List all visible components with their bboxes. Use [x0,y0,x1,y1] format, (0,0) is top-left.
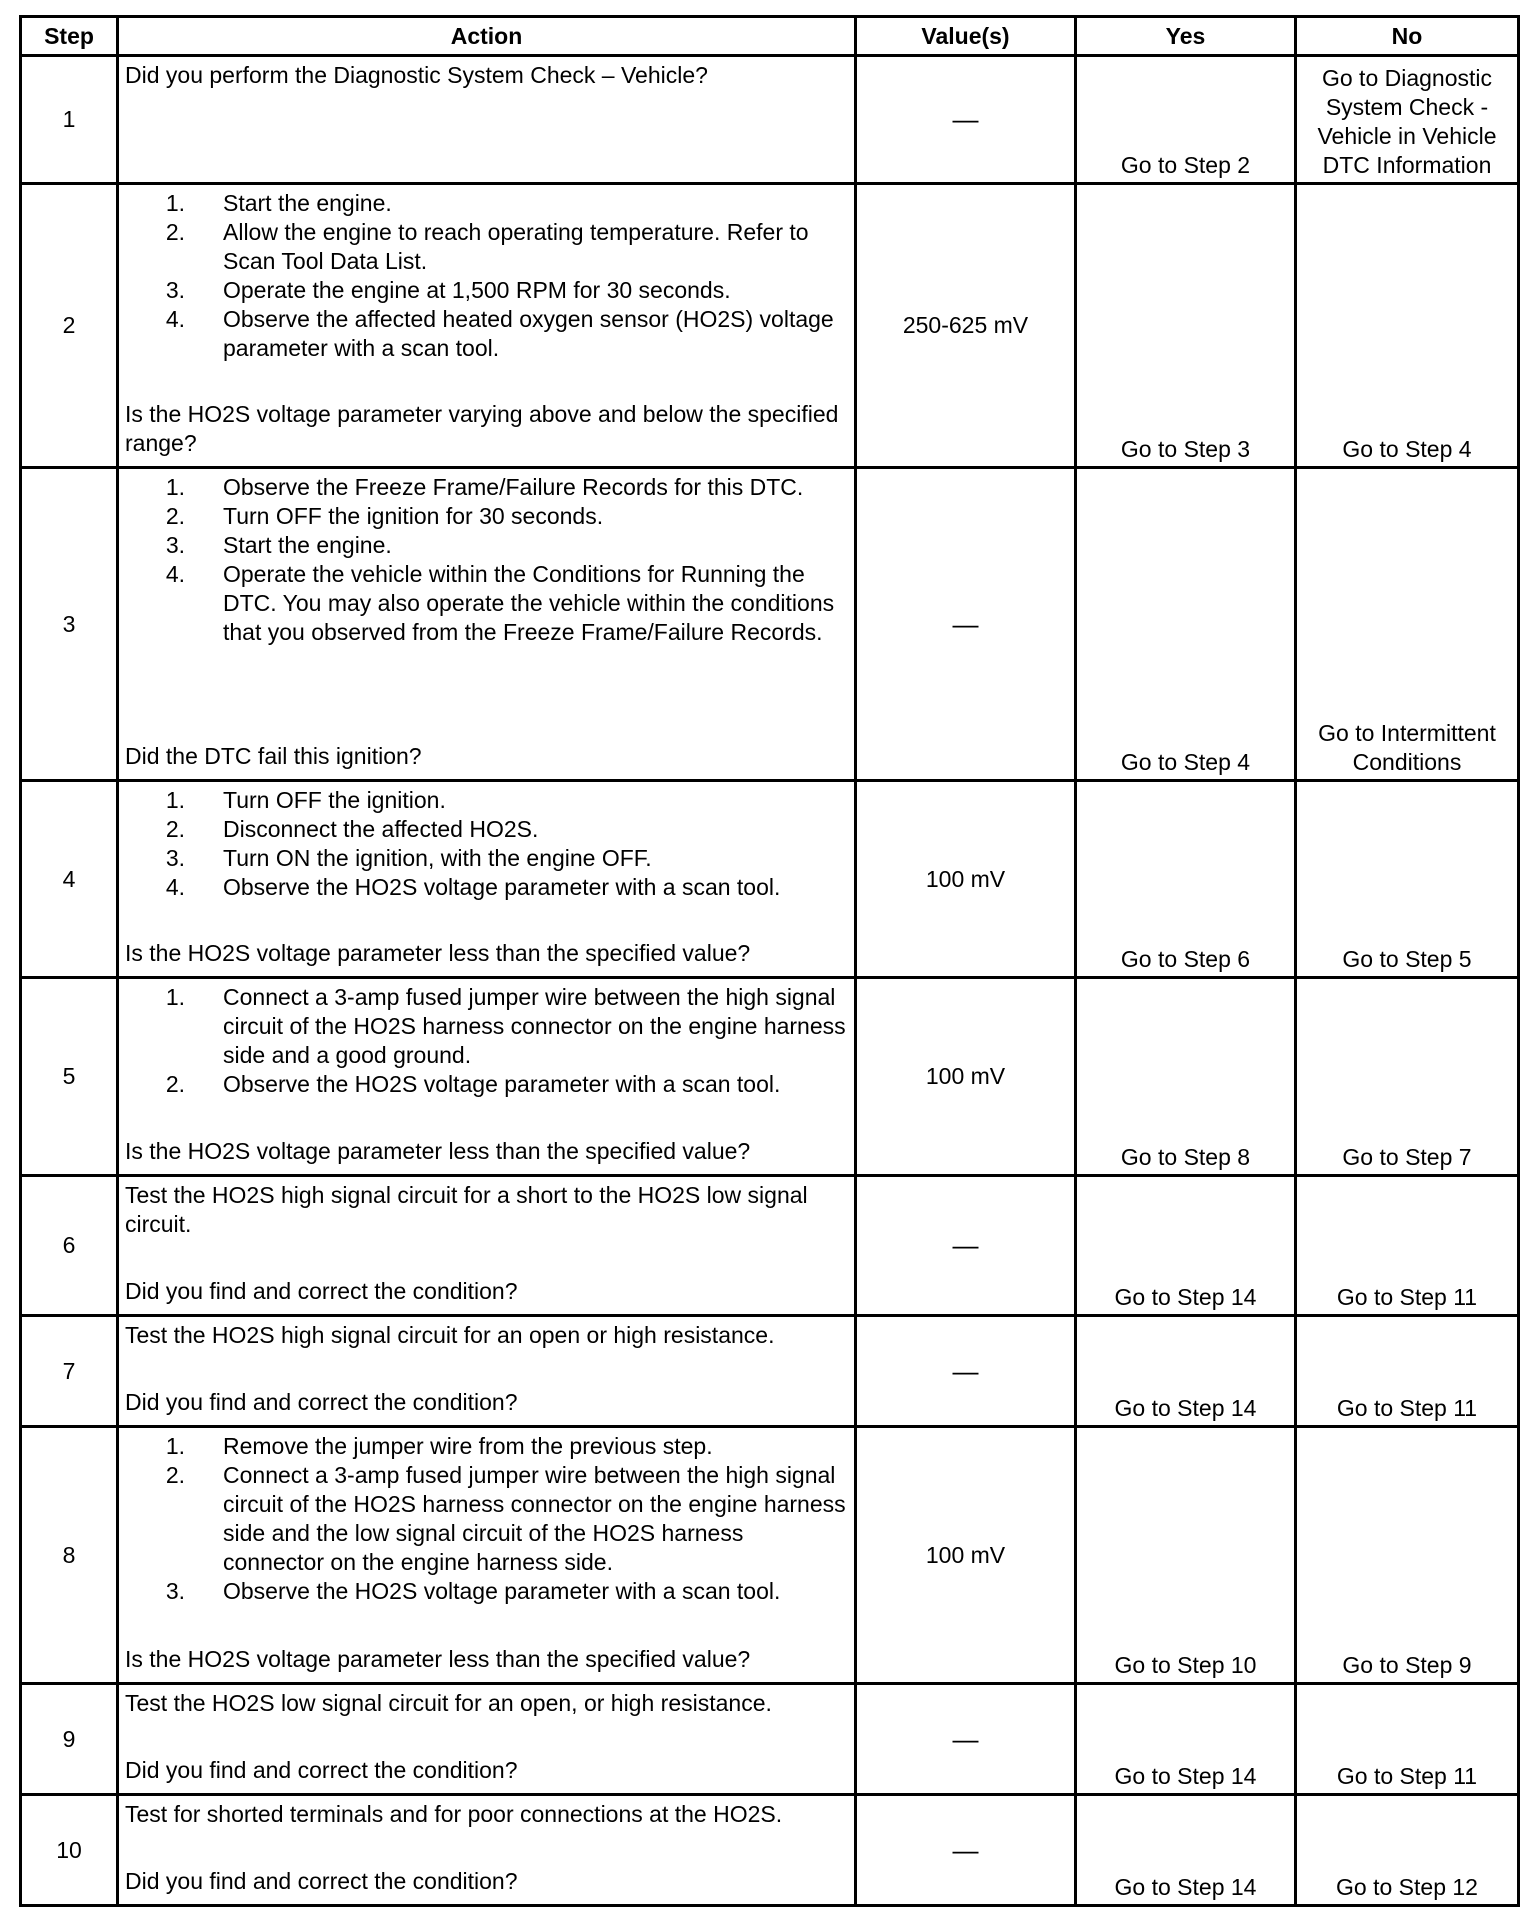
step-number: 9 [21,1684,118,1795]
step-number: 8 [21,1427,118,1684]
step-number: 4 [21,781,118,978]
value-cell: — [856,1795,1076,1906]
no-cell: Go to Step 9 [1296,1427,1519,1684]
list-item [125,560,850,647]
value-cell: 100 mV [856,978,1076,1176]
table-row [21,1316,1519,1427]
yes-cell: Go to Step 2 [1076,56,1296,184]
step-number: 2 [21,184,118,468]
list-item-text: Observe the Freeze Frame/Failure Records for this DTC. [223,474,804,500]
action-question: Is the HO2S voltage parameter less than the specified value? [125,1138,751,1164]
action-question: Is the HO2S voltage parameter less than the specified value? [125,940,751,966]
action-cell [118,184,856,468]
list-item-number: 3. [165,1578,185,1604]
list-item-text: Turn ON the ignition, with the engine OFF. [223,845,652,871]
action-content [125,189,850,458]
yes-cell: Go to Step 14 [1076,1316,1296,1427]
no-cell: Go to Step 4 [1296,184,1519,468]
list-item-number: 4. [165,306,185,332]
yes-cell: Go to Step 10 [1076,1427,1296,1684]
list-item-text: Observe the HO2S voltage parameter with a scan tool. [223,874,781,900]
yes-cell: Go to Step 3 [1076,184,1296,468]
action-content [125,1432,850,1674]
table-row [21,978,1519,1176]
step-number: 5 [21,978,118,1176]
action-cell [118,978,856,1176]
value-cell: — [856,1684,1076,1795]
action-intro: Test for shorted terminals and for poor connections at the HO2S. [125,1801,783,1827]
no-cell: Go to Step 11 [1296,1684,1519,1795]
value-cell: 100 mV [856,781,1076,978]
action-top [125,1321,850,1350]
list-item-number: 1. [165,787,185,813]
list-item-number: 3. [165,532,185,558]
list-item-text: Allow the engine to reach operating temperature. Refer to Scan Tool Data List. [223,219,809,274]
step-number: 7 [21,1316,118,1427]
action-cell [118,1176,856,1316]
list-item-number: 2. [165,816,185,842]
action-content [125,1321,850,1417]
list-item [125,531,850,560]
table-row [21,56,1519,184]
value-cell: — [856,1316,1076,1427]
list-item [125,473,850,502]
action-question: Did the DTC fail this ignition? [125,743,422,769]
list-item-number: 1. [165,1433,185,1459]
action-question: Is the HO2S voltage parameter less than the specified value? [125,1646,751,1672]
action-top [125,473,850,647]
action-intro: Test the HO2S low signal circuit for an open, or high resistance. [125,1690,772,1716]
action-steps [125,189,850,363]
list-item-number: 1. [165,984,185,1010]
list-item [125,844,850,873]
list-item [125,1461,850,1577]
header-yes: Yes [1076,17,1296,56]
list-item-text: Turn OFF the ignition for 30 seconds. [223,503,604,529]
no-cell: Go to Step 5 [1296,781,1519,978]
list-item [125,305,850,363]
action-cell [118,1684,856,1795]
action-content [125,1689,850,1785]
yes-cell: Go to Step 4 [1076,468,1296,781]
header-step: Step [21,17,118,56]
table-row [21,781,1519,978]
step-number: 1 [21,56,118,184]
action-cell [118,1795,856,1906]
action-top [125,983,850,1099]
list-item [125,873,850,902]
list-item-text: Disconnect the affected HO2S. [223,816,539,842]
list-item-text: Remove the jumper wire from the previous step. [223,1433,713,1459]
action-cell [118,781,856,978]
list-item-text: Connect a 3-amp fused jumper wire between the high signal circuit of the HO2S harness connector on the engine harness side and a good ground. [223,984,846,1068]
list-item [125,1070,850,1099]
list-item-number: 3. [165,277,185,303]
action-intro: Test the HO2S high signal circuit for a short to the HO2S low signal circuit. [125,1182,808,1237]
yes-cell: Go to Step 8 [1076,978,1296,1176]
action-steps [125,786,850,902]
yes-cell: Go to Step 6 [1076,781,1296,978]
list-item [125,786,850,815]
action-top [125,1181,850,1239]
header-row [21,17,1519,56]
list-item [125,1432,850,1461]
list-item [125,502,850,531]
action-cell [118,468,856,781]
no-cell: Go to Step 7 [1296,978,1519,1176]
yes-cell: Go to Step 14 [1076,1684,1296,1795]
header-no: No [1296,17,1519,56]
action-question: Did you find and correct the condition? [125,1389,518,1415]
list-item [125,276,850,305]
list-item-text: Operate the vehicle within the Conditions for Running the DTC. You may also operate the vehicle within the conditions that you observed from the Freeze Frame/Failure Records. [223,561,835,645]
yes-cell: Go to Step 14 [1076,1795,1296,1906]
table-row [21,1684,1519,1795]
action-cell [118,1427,856,1684]
action-question: Is the HO2S voltage parameter varying above and below the specified range? [125,401,839,456]
action-top [125,61,850,90]
list-item [125,218,850,276]
list-item-text: Start the engine. [223,190,392,216]
table-row [21,468,1519,781]
action-content [125,1181,850,1306]
table-body [21,56,1519,1906]
step-number: 6 [21,1176,118,1316]
list-item-text: Connect a 3-amp fused jumper wire between the high signal circuit of the HO2S harness connector on the engine harness side and the low signal circuit of the HO2S harness connector on the engine harness side. [223,1462,846,1575]
action-steps [125,983,850,1099]
action-top [125,1689,850,1718]
action-content [125,786,850,968]
list-item-number: 4. [165,874,185,900]
action-question: Did you find and correct the condition? [125,1278,518,1304]
action-question: Did you find and correct the condition? [125,1757,518,1783]
list-item [125,983,850,1070]
list-item-text: Start the engine. [223,532,392,558]
no-cell: Go to Diagnostic System Check - Vehicle in Vehicle DTC Information [1296,56,1519,184]
list-item-text: Observe the HO2S voltage parameter with a scan tool. [223,1071,781,1097]
list-item-number: 2. [165,1462,185,1488]
action-top [125,1432,850,1606]
no-cell: Go to Step 11 [1296,1316,1519,1427]
value-cell: 100 mV [856,1427,1076,1684]
header-action: Action [118,17,856,56]
list-item [125,815,850,844]
action-intro: Test the HO2S high signal circuit for an open or high resistance. [125,1322,775,1348]
value-cell: 250-625 mV [856,184,1076,468]
list-item-text: Operate the engine at 1,500 RPM for 30 seconds. [223,277,731,303]
table-row [21,1176,1519,1316]
action-top [125,786,850,902]
action-intro: Did you perform the Diagnostic System Check – Vehicle? [125,62,708,88]
value-cell: — [856,468,1076,781]
list-item-number: 1. [165,474,185,500]
action-content [125,983,850,1166]
list-item-text: Observe the affected heated oxygen sensor (HO2S) voltage parameter with a scan tool. [223,306,834,361]
list-item-number: 4. [165,561,185,587]
action-content [125,1800,850,1896]
list-item [125,1577,850,1606]
no-cell: Go to Step 12 [1296,1795,1519,1906]
header-values: Value(s) [856,17,1076,56]
no-cell: Go to Step 11 [1296,1176,1519,1316]
action-cell [118,1316,856,1427]
action-steps [125,473,850,647]
list-item [125,189,850,218]
table-row [21,1427,1519,1684]
action-content [125,61,850,174]
list-item-text: Observe the HO2S voltage parameter with a scan tool. [223,1578,781,1604]
action-steps [125,1432,850,1606]
step-number: 10 [21,1795,118,1906]
action-top [125,1800,850,1829]
diagnostic-table [19,15,1520,1907]
list-item-number: 2. [165,1071,185,1097]
action-top [125,189,850,363]
action-question: Did you find and correct the condition? [125,1868,518,1894]
list-item-number: 3. [165,845,185,871]
list-item-number: 2. [165,503,185,529]
list-item-text: Turn OFF the ignition. [223,787,446,813]
yes-cell: Go to Step 14 [1076,1176,1296,1316]
table-row [21,1795,1519,1906]
value-cell: — [856,56,1076,184]
action-content [125,473,850,771]
step-number: 3 [21,468,118,781]
value-cell: — [856,1176,1076,1316]
action-cell [118,56,856,184]
list-item-number: 1. [165,190,185,216]
no-cell: Go to Intermittent Conditions [1296,468,1519,781]
list-item-number: 2. [165,219,185,245]
table-row [21,184,1519,468]
